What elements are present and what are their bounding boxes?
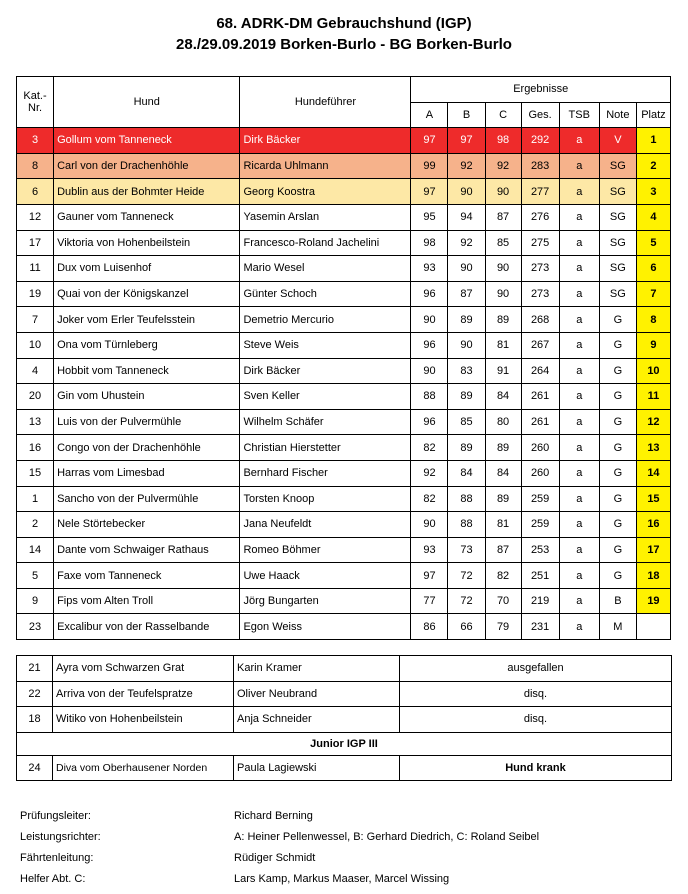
score-a-cell: 96 — [411, 332, 448, 358]
table-row — [17, 681, 672, 707]
fuehrer-cell: Mario Wesel — [240, 256, 411, 282]
score-c-cell: 90 — [485, 281, 521, 307]
platz-cell: 18 — [636, 563, 670, 589]
score-b-cell: 72 — [448, 588, 485, 614]
col-header-note: Note — [599, 102, 636, 128]
hund-cell: Gauner vom Tanneneck — [54, 204, 240, 230]
tsb-cell: a — [559, 307, 599, 333]
hund-cell: Witiko von Hohenbeilstein — [53, 707, 234, 733]
fuehrer-cell: Georg Koostra — [240, 179, 411, 205]
kat-nr-cell: 10 — [17, 332, 54, 358]
note-cell: G — [599, 409, 636, 435]
fuehrer-cell: Christian Hierstetter — [240, 435, 411, 461]
others-table — [16, 655, 672, 781]
page-title: 68. ADRK-DM Gebrauchshund (IGP) — [216, 15, 472, 32]
total-cell: 253 — [521, 537, 559, 563]
kat-nr-cell: 2 — [17, 512, 54, 538]
kat-nr-cell: 16 — [17, 435, 54, 461]
hund-cell: Viktoria von Hohenbeilstein — [54, 230, 240, 256]
platz-cell: 17 — [636, 537, 670, 563]
results-table — [16, 76, 671, 640]
tsb-cell: a — [559, 358, 599, 384]
hund-cell: Sancho von der Pulvermühle — [54, 486, 240, 512]
total-cell: 259 — [521, 486, 559, 512]
score-b-cell: 83 — [448, 358, 485, 384]
total-cell: 268 — [521, 307, 559, 333]
col-header-kat-nr: Kat.- Nr. — [17, 77, 54, 128]
fuehrer-cell: Bernhard Fischer — [240, 460, 411, 486]
hund-cell: Quai von der Königskanzel — [54, 281, 240, 307]
score-c-cell: 81 — [485, 512, 521, 538]
score-c-cell: 90 — [485, 256, 521, 282]
platz-cell: 11 — [636, 384, 670, 410]
fuehrer-cell: Dirk Bäcker — [240, 128, 411, 154]
note-cell: G — [599, 512, 636, 538]
kat-nr-cell: 15 — [17, 460, 54, 486]
platz-cell: 5 — [636, 230, 670, 256]
note-cell: M — [599, 614, 636, 640]
hund-cell: Hobbit vom Tanneneck — [54, 358, 240, 384]
total-cell: 283 — [521, 153, 559, 179]
col-header-c: C — [485, 102, 521, 128]
footer-label: Prüfungsleiter: — [20, 810, 91, 822]
platz-cell: 1 — [636, 128, 670, 154]
fuehrer-cell: Ricarda Uhlmann — [240, 153, 411, 179]
kat-nr-cell: 3 — [17, 128, 54, 154]
score-b-cell: 89 — [448, 384, 485, 410]
fuehrer-cell: Romeo Böhmer — [240, 537, 411, 563]
score-b-cell: 92 — [448, 230, 485, 256]
score-c-cell: 87 — [485, 204, 521, 230]
col-header-ges: Ges. — [521, 102, 559, 128]
score-a-cell: 82 — [411, 486, 448, 512]
table-row — [17, 707, 672, 733]
hund-cell: Nele Störtebecker — [54, 512, 240, 538]
note-cell: SG — [599, 256, 636, 282]
hund-cell: Harras vom Limesbad — [54, 460, 240, 486]
footer-value: A: Heiner Pellenwessel, B: Gerhard Diedrich, C: Roland Seibel — [234, 831, 540, 843]
score-c-cell: 89 — [485, 307, 521, 333]
score-b-cell: 73 — [448, 537, 485, 563]
total-cell: 260 — [521, 460, 559, 486]
total-cell: 251 — [521, 563, 559, 589]
fuehrer-cell: Dirk Bäcker — [240, 358, 411, 384]
status-cell: ausgefallen — [400, 656, 672, 682]
score-b-cell: 84 — [448, 460, 485, 486]
platz-cell: 12 — [636, 409, 670, 435]
hund-cell: Gin vom Uhustein — [54, 384, 240, 410]
note-cell: SG — [599, 230, 636, 256]
score-a-cell: 93 — [411, 537, 448, 563]
total-cell: 276 — [521, 204, 559, 230]
total-cell: 292 — [521, 128, 559, 154]
total-cell: 275 — [521, 230, 559, 256]
score-a-cell: 92 — [411, 460, 448, 486]
table-row — [17, 153, 671, 179]
fuehrer-cell: Jörg Bungarten — [240, 588, 411, 614]
total-cell: 259 — [521, 512, 559, 538]
footer-value: Rüdiger Schmidt — [234, 852, 316, 864]
footer-label: Leistungsrichter: — [20, 831, 101, 843]
kat-nr-cell: 23 — [17, 614, 54, 640]
note-cell: V — [599, 128, 636, 154]
score-a-cell: 90 — [411, 358, 448, 384]
platz-cell: 9 — [636, 332, 670, 358]
fuehrer-cell: Demetrio Mercurio — [240, 307, 411, 333]
hund-cell: Fips vom Alten Troll — [54, 588, 240, 614]
note-cell: G — [599, 307, 636, 333]
hund-cell: Ona vom Türnleberg — [54, 332, 240, 358]
note-cell: G — [599, 537, 636, 563]
hund-cell: Carl von der Drachenhöhle — [54, 153, 240, 179]
platz-cell: 4 — [636, 204, 670, 230]
kat-nr-cell: 9 — [17, 588, 54, 614]
score-b-cell: 87 — [448, 281, 485, 307]
tsb-cell: a — [559, 332, 599, 358]
score-c-cell: 84 — [485, 460, 521, 486]
score-a-cell: 77 — [411, 588, 448, 614]
score-a-cell: 97 — [411, 563, 448, 589]
kat-nr-cell: 24 — [17, 755, 53, 781]
tsb-cell: a — [559, 563, 599, 589]
score-b-cell: 66 — [448, 614, 485, 640]
score-c-cell: 87 — [485, 537, 521, 563]
kat-nr-cell: 7 — [17, 307, 54, 333]
col-header-ergebnisse: Ergebnisse — [411, 77, 671, 103]
score-c-cell: 82 — [485, 563, 521, 589]
table-row — [17, 179, 671, 205]
platz-cell: 16 — [636, 512, 670, 538]
fuehrer-cell: Steve Weis — [240, 332, 411, 358]
note-cell: G — [599, 563, 636, 589]
tsb-cell: a — [559, 204, 599, 230]
table-row — [17, 230, 671, 256]
score-b-cell: 90 — [448, 256, 485, 282]
platz-cell: 15 — [636, 486, 670, 512]
total-cell: 219 — [521, 588, 559, 614]
tsb-cell: a — [559, 537, 599, 563]
table-row — [17, 409, 671, 435]
table-row — [17, 281, 671, 307]
table-row — [17, 204, 671, 230]
status-cell: Hund krank — [400, 755, 672, 781]
table-row — [17, 435, 671, 461]
table-row — [17, 460, 671, 486]
col-header-tsb: TSB — [559, 102, 599, 128]
note-cell: B — [599, 588, 636, 614]
kat-nr-cell: 4 — [17, 358, 54, 384]
score-a-cell: 88 — [411, 384, 448, 410]
platz-cell: 7 — [636, 281, 670, 307]
score-a-cell: 98 — [411, 230, 448, 256]
score-b-cell: 89 — [448, 435, 485, 461]
kat-nr-cell: 22 — [17, 681, 53, 707]
score-b-cell: 88 — [448, 512, 485, 538]
status-cell: disq. — [400, 681, 672, 707]
col-header-b: B — [448, 102, 485, 128]
kat-nr-cell: 13 — [17, 409, 54, 435]
score-b-cell: 94 — [448, 204, 485, 230]
tsb-cell: a — [559, 435, 599, 461]
tsb-cell: a — [559, 409, 599, 435]
fuehrer-cell: Günter Schoch — [240, 281, 411, 307]
score-c-cell: 85 — [485, 230, 521, 256]
kat-nr-cell: 20 — [17, 384, 54, 410]
footer-label: Fährtenleitung: — [20, 852, 94, 864]
hund-cell: Excalibur von der Rasselbande — [54, 614, 240, 640]
fuehrer-cell: Francesco-Roland Jachelini — [240, 230, 411, 256]
hund-cell: Congo von der Drachenhöhle — [54, 435, 240, 461]
platz-cell: 6 — [636, 256, 670, 282]
col-header-platz: Platz — [636, 102, 670, 128]
table-row — [17, 614, 671, 640]
score-b-cell: 90 — [448, 179, 485, 205]
table-row — [17, 384, 671, 410]
total-cell: 267 — [521, 332, 559, 358]
score-c-cell: 89 — [485, 435, 521, 461]
score-a-cell: 90 — [411, 307, 448, 333]
hund-cell: Joker vom Erler Teufelsstein — [54, 307, 240, 333]
kat-nr-cell: 17 — [17, 230, 54, 256]
table-row — [17, 358, 671, 384]
note-cell: G — [599, 358, 636, 384]
kat-nr-cell: 6 — [17, 179, 54, 205]
hund-cell: Dublin aus der Bohmter Heide — [54, 179, 240, 205]
score-c-cell: 79 — [485, 614, 521, 640]
total-cell: 260 — [521, 435, 559, 461]
score-a-cell: 96 — [411, 281, 448, 307]
kat-nr-cell: 12 — [17, 204, 54, 230]
note-cell: SG — [599, 179, 636, 205]
tsb-cell: a — [559, 614, 599, 640]
score-a-cell: 86 — [411, 614, 448, 640]
score-b-cell: 90 — [448, 332, 485, 358]
note-cell: G — [599, 435, 636, 461]
hund-cell: Dux vom Luisenhof — [54, 256, 240, 282]
score-b-cell: 92 — [448, 153, 485, 179]
table-row — [17, 588, 671, 614]
note-cell: G — [599, 332, 636, 358]
hund-cell: Dante vom Schwaiger Rathaus — [54, 537, 240, 563]
fuehrer-cell: Karin Kramer — [234, 656, 400, 682]
tsb-cell: a — [559, 179, 599, 205]
total-cell: 261 — [521, 409, 559, 435]
fuehrer-cell: Anja Schneider — [234, 707, 400, 733]
fuehrer-cell: Paula Lagiewski — [234, 755, 400, 781]
hund-cell: Diva vom Oberhausener Norden — [53, 755, 234, 781]
tsb-cell: a — [559, 281, 599, 307]
kat-nr-cell: 11 — [17, 256, 54, 282]
score-a-cell: 95 — [411, 204, 448, 230]
tsb-cell: a — [559, 486, 599, 512]
kat-nr-cell: 8 — [17, 153, 54, 179]
score-b-cell: 85 — [448, 409, 485, 435]
score-c-cell: 90 — [485, 179, 521, 205]
score-c-cell: 80 — [485, 409, 521, 435]
table-row — [17, 332, 671, 358]
fuehrer-cell: Yasemin Arslan — [240, 204, 411, 230]
score-a-cell: 97 — [411, 179, 448, 205]
hund-cell: Ayra vom Schwarzen Grat — [53, 656, 234, 682]
kat-nr-cell: 18 — [17, 707, 53, 733]
note-cell: G — [599, 486, 636, 512]
table-row — [17, 512, 671, 538]
fuehrer-cell: Jana Neufeldt — [240, 512, 411, 538]
total-cell: 277 — [521, 179, 559, 205]
page-subtitle: 28./29.09.2019 Borken-Burlo - BG Borken-Burlo — [176, 36, 512, 53]
note-cell: G — [599, 384, 636, 410]
platz-cell: 2 — [636, 153, 670, 179]
score-a-cell: 99 — [411, 153, 448, 179]
score-a-cell: 97 — [411, 128, 448, 154]
kat-nr-cell: 14 — [17, 537, 54, 563]
note-cell: SG — [599, 153, 636, 179]
tsb-cell: a — [559, 230, 599, 256]
tsb-cell: a — [559, 460, 599, 486]
tsb-cell: a — [559, 384, 599, 410]
kat-nr-cell: 21 — [17, 656, 53, 682]
col-header-hund: Hund — [54, 77, 240, 128]
fuehrer-cell: Sven Keller — [240, 384, 411, 410]
total-cell: 273 — [521, 281, 559, 307]
score-c-cell: 84 — [485, 384, 521, 410]
hund-cell: Luis von der Pulvermühle — [54, 409, 240, 435]
score-c-cell: 91 — [485, 358, 521, 384]
table-row — [17, 486, 671, 512]
score-c-cell: 92 — [485, 153, 521, 179]
platz-cell: 10 — [636, 358, 670, 384]
fuehrer-cell: Uwe Haack — [240, 563, 411, 589]
status-cell: disq. — [400, 707, 672, 733]
score-c-cell: 70 — [485, 588, 521, 614]
table-row — [17, 755, 672, 781]
kat-nr-cell: 1 — [17, 486, 54, 512]
total-cell: 264 — [521, 358, 559, 384]
col-header-hundefuehrer: Hundeführer — [240, 77, 411, 128]
hund-cell: Faxe vom Tanneneck — [54, 563, 240, 589]
tsb-cell: a — [559, 588, 599, 614]
platz-cell: 3 — [636, 179, 670, 205]
platz-cell: 8 — [636, 307, 670, 333]
score-c-cell: 98 — [485, 128, 521, 154]
score-a-cell: 96 — [411, 409, 448, 435]
footer-value: Richard Berning — [234, 810, 313, 822]
total-cell: 231 — [521, 614, 559, 640]
score-b-cell: 72 — [448, 563, 485, 589]
fuehrer-cell: Torsten Knoop — [240, 486, 411, 512]
fuehrer-cell: Wilhelm Schäfer — [240, 409, 411, 435]
col-header-a: A — [411, 102, 448, 128]
kat-nr-cell: 5 — [17, 563, 54, 589]
platz-cell: 19 — [636, 588, 670, 614]
footer-value: Lars Kamp, Markus Maaser, Marcel Wissing — [234, 873, 450, 885]
table-row — [17, 256, 671, 282]
score-a-cell: 93 — [411, 256, 448, 282]
table-row — [17, 128, 671, 154]
footer-label: Helfer Abt. C: — [20, 873, 86, 885]
platz-cell — [636, 614, 670, 640]
note-cell: SG — [599, 204, 636, 230]
tsb-cell: a — [559, 128, 599, 154]
hund-cell: Gollum vom Tanneneck — [54, 128, 240, 154]
note-cell: SG — [599, 281, 636, 307]
score-c-cell: 89 — [485, 486, 521, 512]
tsb-cell: a — [559, 153, 599, 179]
score-a-cell: 90 — [411, 512, 448, 538]
tsb-cell: a — [559, 256, 599, 282]
score-a-cell: 82 — [411, 435, 448, 461]
table-row — [17, 656, 672, 682]
junior-section-title: Junior IGP III — [17, 732, 672, 755]
hund-cell: Arriva von der Teufelspratze — [53, 681, 234, 707]
note-cell: G — [599, 460, 636, 486]
kat-nr-cell: 19 — [17, 281, 54, 307]
score-b-cell: 88 — [448, 486, 485, 512]
table-row — [17, 563, 671, 589]
platz-cell: 14 — [636, 460, 670, 486]
score-c-cell: 81 — [485, 332, 521, 358]
fuehrer-cell: Egon Weiss — [240, 614, 411, 640]
score-b-cell: 97 — [448, 128, 485, 154]
total-cell: 261 — [521, 384, 559, 410]
score-b-cell: 89 — [448, 307, 485, 333]
junior-section-row — [17, 732, 672, 755]
table-row — [17, 307, 671, 333]
platz-cell: 13 — [636, 435, 670, 461]
table-row — [17, 537, 671, 563]
fuehrer-cell: Oliver Neubrand — [234, 681, 400, 707]
total-cell: 273 — [521, 256, 559, 282]
tsb-cell: a — [559, 512, 599, 538]
